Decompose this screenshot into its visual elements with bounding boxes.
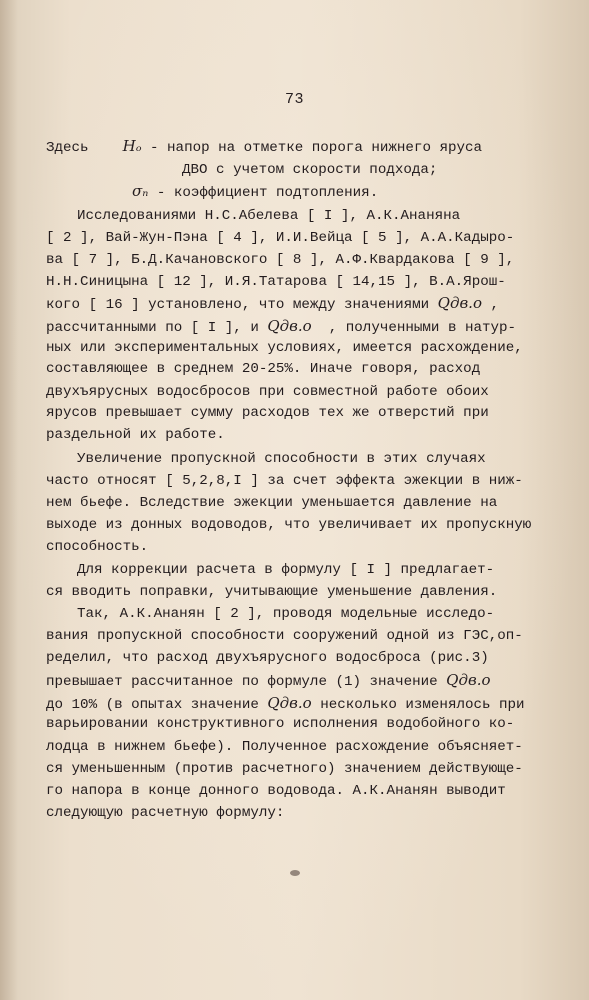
text-segment: ных или экспериментальных условиях, имеется расхождение, — [46, 340, 523, 356]
text-line — [46, 137, 482, 157]
text-line — [46, 383, 489, 401]
text-segment: часто относят [ 5,2,8,I ] за счет эффекта эжекции в ниж- — [46, 473, 523, 489]
text-segment: ся уменьшенным (против расчетного) значением действующе- — [46, 761, 523, 777]
text-line — [77, 207, 460, 225]
text-segment: ся вводить поправки, учитывающие уменьшение давления. — [46, 584, 498, 600]
text-segment: Для коррекции расчета в формулу [ I ] предлагает- — [77, 562, 495, 578]
text-segment: Так, А.К.Ананян [ 2 ], проводя модельные исследо- — [77, 606, 495, 622]
text-segment: нем бьефе. Вследствие эжекции уменьшается давление на — [46, 495, 498, 511]
text-segment: кого [ 16 ] установлено, что между значениями — [46, 297, 438, 313]
page-spine-shadow — [0, 0, 18, 1000]
text-segment: - напор на отметке порога нижнего яруса — [141, 140, 483, 156]
text-segment: Исследованиями Н.С.Абелева [ I ], А.К.Ананяна — [77, 208, 461, 224]
text-segment: ва [ 7 ], Б.Д.Качановского [ 8 ], А.Ф.Квардакова [ 9 ], — [46, 252, 515, 268]
text-segment: , полученными в натур- — [311, 320, 517, 336]
handwritten-symbol: Qдв.о — [446, 671, 491, 689]
text-line — [46, 516, 531, 534]
handwritten-symbol: Qдв.о — [437, 294, 482, 312]
handwritten-symbol: Qдв.о — [267, 694, 312, 712]
text-line — [182, 161, 437, 179]
text-segment: двухъярусных водосбросов при совместной работе обоих — [46, 384, 489, 400]
text-line — [46, 494, 497, 512]
text-line — [46, 538, 148, 556]
text-segment: до 10% (в опытах значение — [46, 697, 268, 713]
text-segment: превышает рассчитанное по формуле (1) значение — [46, 674, 447, 690]
text-segment: Н.Н.Синицына [ 12 ], И.Я.Татарова [ 14,15 ], В.А.Ярош- — [46, 274, 506, 290]
text-segment: лодца в нижнем бьефе). Полученное расхождение объясняет- — [46, 739, 523, 755]
text-segment: способность. — [46, 539, 149, 555]
text-line — [46, 273, 506, 291]
text-line — [77, 450, 486, 468]
text-line — [46, 738, 523, 756]
text-segment: следующую расчетную формулу: — [46, 805, 285, 821]
text-line — [46, 627, 523, 645]
handwritten-symbol: Hₒ — [122, 137, 142, 155]
handwritten-symbol: σₙ — [132, 182, 149, 200]
text-segment: варьировании конструктивного исполнения водобойного ко- — [46, 716, 515, 732]
text-segment: рассчитанными по [ I ], и — [46, 320, 268, 336]
text-line — [46, 339, 523, 357]
text-line — [46, 782, 506, 800]
handwritten-symbol: Qдв.о — [267, 317, 312, 335]
text-line — [46, 317, 516, 337]
text-segment: ДВО с учетом скорости подхода; — [182, 162, 438, 178]
text-line — [46, 649, 489, 667]
text-line — [46, 583, 497, 601]
text-segment: вания пропускной способности сооружений одной из ГЭС,оп- — [46, 628, 523, 644]
text-line — [46, 251, 514, 269]
text-line — [77, 605, 494, 623]
text-segment: Увеличение пропускной способности в этих случаях — [77, 451, 486, 467]
text-segment: - коэффициент подтопления. — [148, 185, 379, 201]
text-segment: , — [481, 297, 500, 313]
text-segment: [ 2 ], Вай-Жун-Пэна [ 4 ], И.И.Вейца [ 5 ], А.А.Кадыро- — [46, 230, 515, 246]
text-segment: ределил, что расход двухъярусного водосброса (рис.3) — [46, 650, 489, 666]
text-segment: ярусов превышает сумму расходов тех же отверстий при — [46, 405, 489, 421]
ink-dot — [290, 870, 300, 876]
page-number: 73 — [284, 91, 304, 108]
text-line — [132, 182, 378, 202]
text-segment: составляющее в среднем 20-25%. Иначе говоря, расход — [46, 361, 481, 377]
text-segment: несколько изменялось при — [311, 697, 525, 713]
text-line — [46, 294, 499, 314]
text-segment: Здесь — [46, 140, 123, 156]
text-line — [46, 715, 514, 733]
text-line — [77, 561, 494, 579]
text-line — [46, 426, 225, 444]
text-line — [46, 694, 525, 714]
text-segment: выходе из донных водоводов, что увеличивает их пропускную — [46, 517, 532, 533]
text-line — [46, 404, 489, 422]
text-line — [46, 671, 491, 691]
text-segment: раздельной их работе. — [46, 427, 225, 443]
text-line — [46, 804, 284, 822]
text-line — [46, 229, 514, 247]
text-line — [46, 760, 523, 778]
text-line — [46, 360, 480, 378]
text-segment: го напора в конце донного водовода. А.К.Ананян выводит — [46, 783, 506, 799]
text-line — [46, 472, 523, 490]
